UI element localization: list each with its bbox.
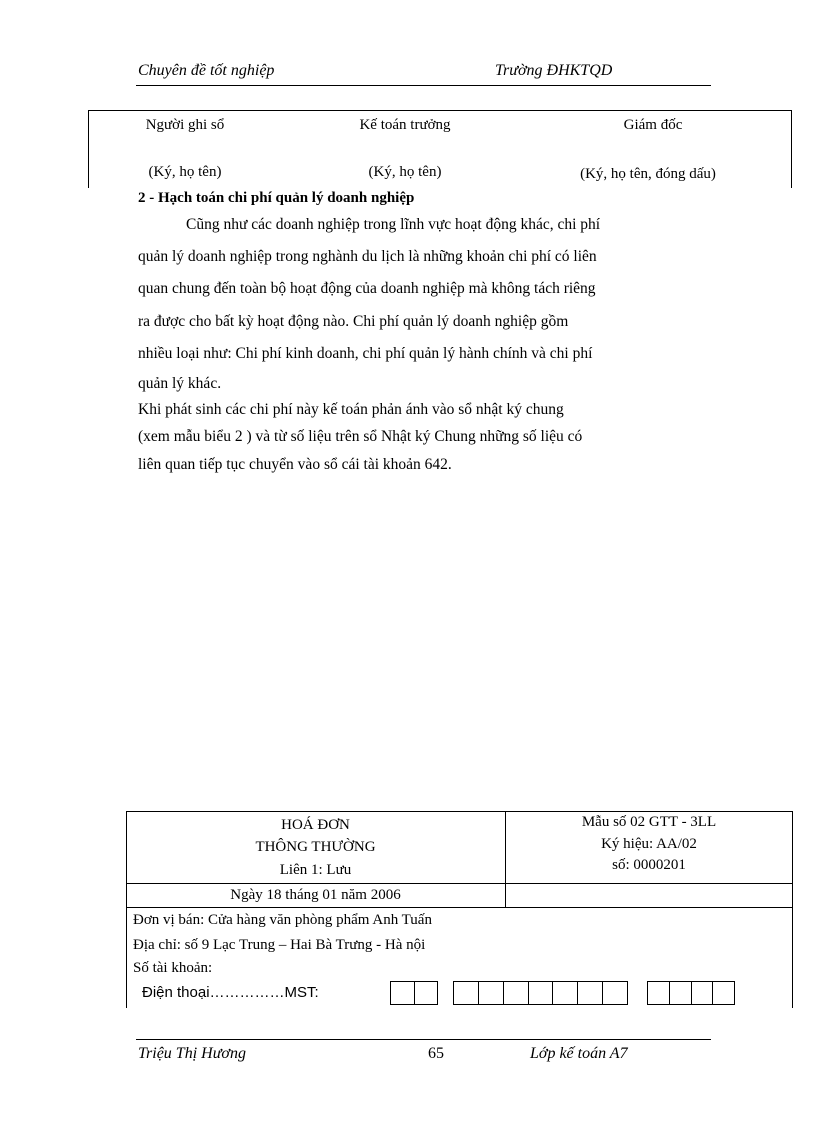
signature-director-title: Giám đốc [623, 117, 683, 133]
paragraph-line: quản lý doanh nghiệp trong nghành du lịch là những khoản chi phí có liên [138, 248, 597, 265]
footer-page-number: 65 [428, 1045, 444, 1062]
invoice-divider [126, 883, 793, 884]
paragraph-line: ra được cho bất kỳ hoạt động nào. Chi phí quản lý doanh nghiệp gồm [138, 313, 569, 330]
footer-author: Triệu Thị Hương [138, 1045, 246, 1062]
signature-recorder-title: Người ghi sổ [145, 117, 225, 133]
invoice-date: Ngày 18 tháng 01 năm 2006 [230, 887, 401, 903]
paragraph-line: (xem mẫu biểu 2 ) và từ số liệu trên sổ Nhật ký Chung những số liệu có [138, 428, 583, 445]
paragraph-line: nhiều loại như: Chi phí kinh doanh, chi phí quản lý hành chính và chi phí [138, 345, 593, 362]
paragraph-line: Khi phát sinh các chi phí này kế toán phản ánh vào sổ nhật ký chung [138, 401, 564, 418]
header-rule [136, 85, 711, 86]
header-right: Trường ĐHKTQD [495, 62, 613, 79]
signature-chief-accountant-title: Kế toán trưởng [359, 117, 451, 133]
invoice-address: Địa chỉ: số 9 Lạc Trung – Hai Bà Trưng - Hà nội [133, 937, 426, 953]
invoice-symbol: Ký hiệu: AA/02 [601, 836, 697, 852]
invoice-account: Số tài khoản: [133, 960, 213, 976]
tax-code-boxes [453, 981, 628, 1005]
tax-code-boxes [647, 981, 735, 1005]
paragraph-line: quản lý khác. [138, 375, 222, 392]
invoice-number: số: 0000201 [612, 857, 686, 873]
invoice-seller: Đơn vị bán: Cửa hàng văn phòng phẩm Anh Tuấn [133, 912, 432, 928]
footer-class: Lớp kế toán A7 [530, 1045, 628, 1062]
signature-recorder-note: (Ký, họ tên) [148, 164, 222, 180]
header-left: Chuyên đề tốt nghiệp [138, 62, 275, 79]
signature-director-note: (Ký, họ tên, đóng dấu) [580, 166, 716, 182]
paragraph-line: quan chung đến toàn bộ hoạt động của doanh nghiệp mà không tách riêng [138, 280, 596, 297]
invoice-phone-tax: Điện thoại……………MST: [142, 984, 319, 1001]
section-heading: 2 - Hạch toán chi phí quản lý doanh nghiệp [138, 190, 415, 206]
footer-rule [136, 1039, 711, 1040]
paragraph-line: Cũng như các doanh nghiệp trong lĩnh vực hoạt động khác, chi phí [186, 216, 601, 233]
signature-chief-accountant-note: (Ký, họ tên) [368, 164, 442, 180]
paragraph-line: liên quan tiếp tục chuyển vào sổ cái tài khoản 642. [138, 456, 452, 473]
invoice-subtitle: THÔNG THƯỜNG [255, 839, 376, 855]
invoice-form-number: Mẫu số 02 GTT - 3LL [581, 814, 717, 830]
tax-code-boxes [390, 981, 438, 1005]
invoice-divider [126, 907, 793, 908]
invoice-title: HOÁ ĐƠN [281, 817, 350, 833]
invoice-copy: Liên 1: Lưu [279, 862, 352, 878]
